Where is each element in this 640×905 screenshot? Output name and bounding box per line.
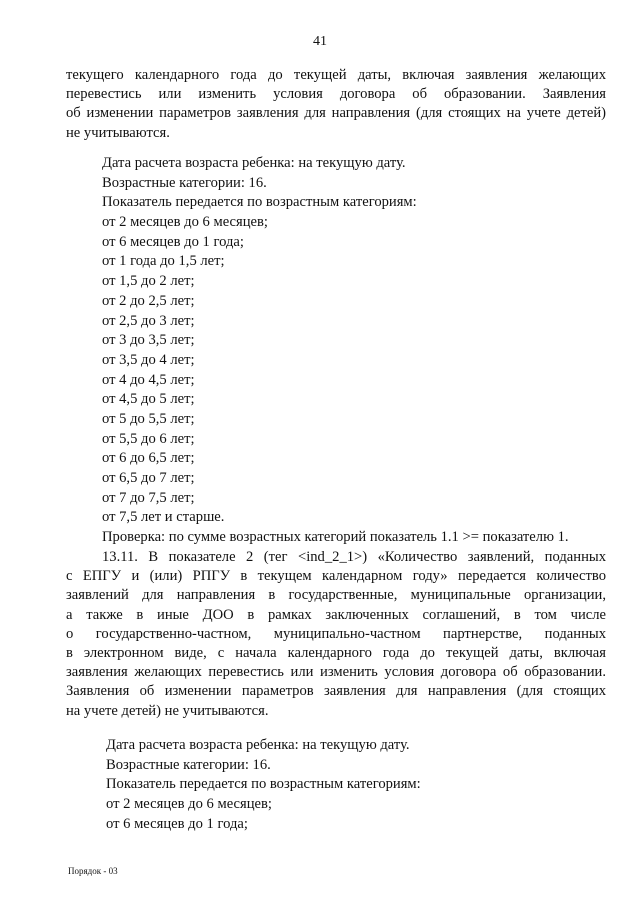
list-item: от 7 до 7,5 лет; [102,489,195,506]
list-item: от 7,5 лет и старше. [102,509,225,526]
page-number: 41 [313,34,327,49]
list-item: от 6 месяцев до 1 года; [102,233,244,250]
footer-label: Порядок - 03 [68,866,118,876]
list-item: Показатель передается по возрастным категориям: [106,776,421,793]
text-line: заявлений для направления в государственные, муниципальные организации, [66,587,606,604]
text-line: на учете детей) не учитываются. [66,702,269,719]
list-item: от 2 месяцев до 6 месяцев; [102,214,268,231]
list-item: Возрастные категории: 16. [106,756,271,773]
list-item: от 2,5 до 3 лет; [102,312,195,329]
paragraph-1 [66,66,606,143]
text-line: об изменении параметров заявления для направления (для стоящих на учете детей) [66,105,606,122]
text-line: текущего календарного года до текущей даты, включая заявления желающих [66,67,606,83]
age-category-list-1 [102,154,622,548]
text-line: перевестись или изменить условия договора об образовании. Заявления [66,86,606,103]
list-item: от 6 до 6,5 лет; [102,450,195,467]
list-item: Показатель передается по возрастным категориям: [102,194,417,211]
text-line: о государственно-частном, муниципально-частном партнерстве, поданных [66,625,606,642]
list-item: от 2 до 2,5 лет; [102,292,195,309]
list-item: от 6,5 до 7 лет; [102,470,195,486]
text-line: с ЕПГУ и (или) РПГУ в текущем календарном году» передается количество [66,568,606,585]
list-item: от 4 до 4,5 лет; [102,371,195,388]
paragraph-13-11 [66,548,606,721]
text-line: Заявления об изменении параметров заявления для направления (для стоящих [66,683,606,700]
list-item: от 1,5 до 2 лет; [102,273,195,290]
text-line: заявления желающих перевестись или изменить условия договора об образовании. [66,664,606,681]
list-item: от 4,5 до 5 лет; [102,391,195,408]
text-line: не учитываются. [66,124,170,141]
text-line: а также в иные ДОО в рамках заключенных соглашений, в том числе [66,606,606,623]
list-item: от 5,5 до 6 лет; [102,430,195,447]
check-note: Проверка: по сумме возрастных категорий показатель 1.1 >= показателю 1. [102,529,569,546]
list-item: от 5 до 5,5 лет; [102,410,195,427]
list-item: от 1 года до 1,5 лет; [102,253,225,270]
list-item: Дата расчета возраста ребенка: на текущую дату. [102,155,406,171]
list-item: от 3 до 3,5 лет; [102,332,195,349]
text-line: в электронном виде, с начала календарного года до текущей даты, включая [66,645,606,662]
list-item: от 6 месяцев до 1 года; [106,815,248,832]
list-item: Дата расчета возраста ребенка: на текущую дату. [106,737,410,753]
list-item: Возрастные категории: 16. [102,174,267,191]
list-item: от 2 месяцев до 6 месяцев; [106,796,272,813]
list-item: от 3,5 до 4 лет; [102,351,195,368]
age-category-list-2 [106,736,626,834]
text-line: 13.11. В показателе 2 (тег <ind_2_1>) «Количество заявлений, поданных [102,549,606,565]
